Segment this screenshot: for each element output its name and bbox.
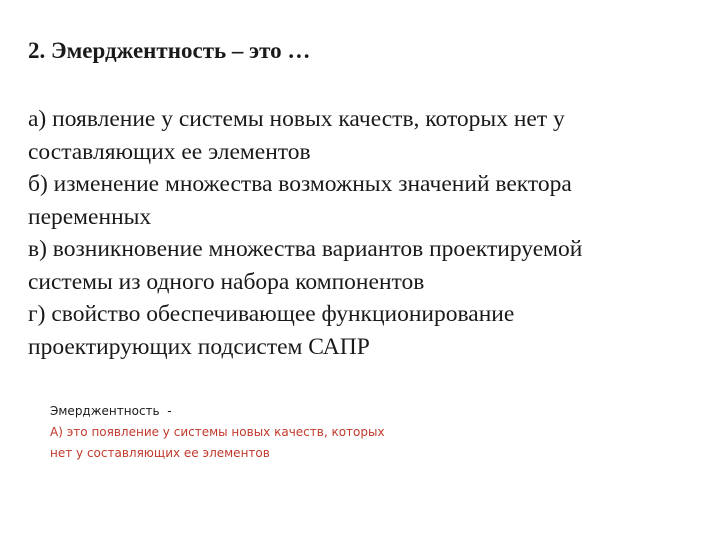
answer-note <box>50 401 385 464</box>
note-heading: Эмерджентность - <box>50 404 172 418</box>
option-d <box>28 298 718 363</box>
option-b-line-2: переменных <box>28 203 152 230</box>
answer-options <box>28 103 718 363</box>
option-b-line-1: б) изменение множества возможных значений вектора <box>28 171 572 197</box>
note-answer-line-1: А) это появление у системы новых качеств, которых <box>50 425 385 439</box>
option-b <box>28 168 718 233</box>
slide-title: 2. Эмерджентность – это … <box>28 38 311 63</box>
option-a <box>28 103 718 168</box>
option-c <box>28 233 718 298</box>
option-a-line-2: составляющих ее элементов <box>28 138 311 165</box>
option-d-line-2: проектирующих подсистем САПР <box>28 333 370 360</box>
note-answer-line-2: нет у составляющих ее элементов <box>50 446 270 460</box>
option-d-line-1: г) свойство обеспечивающее функционирование <box>28 301 515 327</box>
option-c-line-2: системы из одного набора компонентов <box>28 268 425 295</box>
option-a-line-1: а) появление у системы новых качеств, которых нет у <box>28 106 565 132</box>
option-c-line-1: в) возникновение множества вариантов проектируемой <box>28 236 583 262</box>
